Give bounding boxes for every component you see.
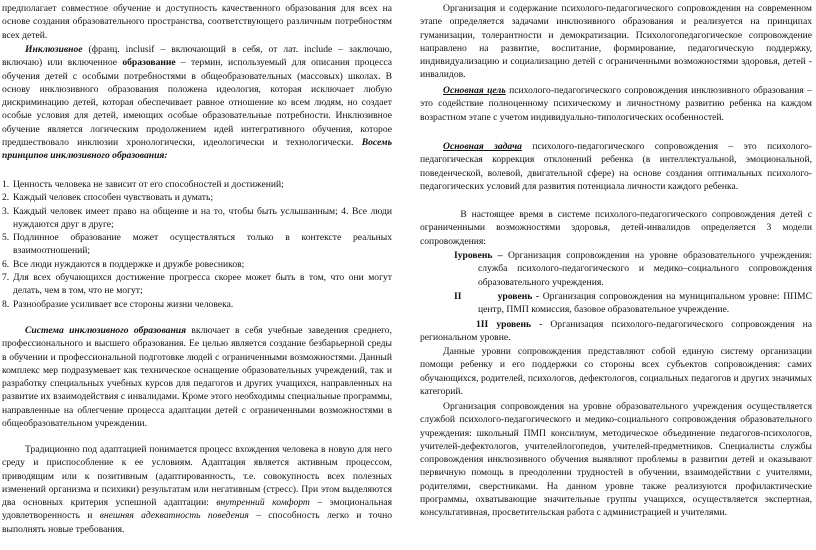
right-paragraph-goal: Основная цель психолого-педагогического сопровождения инклюзивного образования – это содействие полноценному психическому и личностному развитию ребенка на каждом возрастном этапе с учетом индивидуально-типологических особенностей. [420,85,812,123]
term-education: образование [122,57,176,69]
model-level-1: Iуровень – Организация сопровождения на уровне образовательного учреждения: служба психолого-педагогического и медико–социального сопровождения образовательного учреждения. [454,250,812,288]
model-level-2: II уровень - Организация сопровождения на муниципальном уровне: ППМС центр, ПМП комиссия, базовое образовательное учреждение. [454,291,812,316]
principles-list [2,178,392,311]
right-paragraph-unity: Данные уровни сопровождения представляют собой единую систему организации помощи ребенку и его поддержки со стороны всех субъектов сопровождения: самих обучающихся, родителей, психологов, дефектологов, социальных педагогов и других значимых категорий. [420,346,812,397]
term-inner-comfort: внутренний комфорт [216,497,310,509]
principle-item: 7. Для всех обучающихся достижение прогресса скорее может быть в том, что они могут делать, чем в том, что не могут; [2,272,392,297]
definition-text-a: (франц. inclusif – включающий в себя, от лат. include – заключаю, включаю) или включенное [2,44,392,69]
right-models-intro-block [420,208,812,248]
principle-item: 5. Подлинное образование может осуществляться только в контексте реальных взаимоотношений; [2,232,392,257]
term-inclusive: Инклюзивное [25,44,83,55]
left-intro-block [2,2,392,42]
principle-item: 6. Все люди нуждаются в поддержке и дружбе ровесников; [2,258,245,270]
principles-list-block [2,178,392,311]
right-goal-block [420,84,812,124]
principles-heading: Восемь принципов инклюзивного образования: [2,137,392,162]
model-level-1-label: Iуровень – [454,250,503,261]
right-paragraph-organization: Организация сопровождения на уровне образовательного учреждения осуществляется службой психолого-педагогического и медико-социального сопровождения образовательного учреждения: школьный ПМП консилиум, методическое объединение педагогов-психологов, учителей-дефектологов, учителейлогопедов, учителей-предметников. Специалисты службы сопровождения инклюзивного обучения выявляют проблемы в развитии детей и оказывают первичную помощь в преодолении трудностей в обучении, взаимодействии с учителями, родителями, сверстниками. На данном уровне также реализуются профилактические программы, охватывающие значительные группы учащихся, осуществляется экспертная, консультативная, просветительская работа с администрацией и учителями. [420,401,812,519]
principle-item: 2. Каждый человек способен чувствовать и думать; [2,192,214,204]
principle-item: 1. Ценность человека не зависит от его способностей и достижений; [2,179,284,190]
left-definition-block [2,43,392,163]
left-system-block [2,324,392,430]
model-level-3-label: 1II уровень - [476,319,543,330]
term-main-task: Основная задача [443,141,522,152]
principle-item: 3. Каждый человек имеет право на общение и на то, чтобы быть услышанным; 4. Все люди нуждаются друг в друге; [2,205,392,230]
right-paragraph-intro: Организация и содержание психолого-педагогического сопровождения на современном этапе определяется задачами инклюзивного образования и реализуется на принципах гуманизации, толерантности и демократизации. Психологопедагогическое сопровождение направлено на развитие, воспитание, формирование, педагогическую поддержку, индивидуализацию и социализацию детей с ограниченными возможностями здоровья, детей - инвалидов. [420,3,812,81]
right-intro-block [420,2,812,82]
term-main-goal: Основная цель [443,85,506,96]
model-level-3: 1II уровень - Организация психолого-педагогического сопровождения на региональном уровне. [420,319,812,344]
left-adaptation-block [2,443,392,536]
left-paragraph-system: Система инклюзивного образования включает в себя учебные заведения среднего, профессионального и высшего образования. Ее целью является создание безбарьерной среды в обучении и профессиональной подготовке людей с ограниченными возможностями. Данный комплекс мер подразумевает как техническое оснащение образовательных учреждений, так и разработку специальных учебных курсов для педагогов и других учащихся, направленных на развитие их взаимодействия с инвалидами. Кроме этого необходимы специальные программы, направленные на облегчение процесса адаптации детей с ограниченными возможностями в общеобразовательном учреждении. [2,325,392,430]
principle-item: 8. Разнообразие усиливает все стороны жизни человека. [2,298,234,310]
model-level-2-label: II уровень - [454,291,540,302]
term-system: Система инклюзивного образования [25,325,187,336]
right-paragraph-task: Основная задача психолого-педагогического сопровождения – это психолого-педагогическая коррекция отклонений ребенка (в интеллектуальной, эмоциональной, поведенческой, волевой, двигательной сфере) на основе создания оптимальных психолого-педагогических условий для развития потенциала личности каждого ребенка. [420,141,812,192]
right-organization-block [420,400,812,520]
definition-text-b: – термин, используемый для описания процесса обучения детей с особыми потребностями в общеобразовательных (массовых) школах. В основу инклюзивного образования положена идеология, которая исключает любую дискриминацию детей, которая обеспечивает равное отношение ко всем людям, но создает особые условия для детей, имеющих особые образовательные потребности. Инклюзивное обучение является логическим продолжением идей интегративного обучения, которое предшествовало инклюзии хронологически, идеологически и технологически. [2,57,392,149]
right-paragraph-models-intro: В настоящее время в системе психолого-педагогического сопровождения детей с ограниченными возможностями здоровья, детей-инвалидов определяется 3 модели сопровождения: [420,209,812,247]
left-paragraph-intro: предполагает совместное обучение и доступность качественного образования для всех на основе создания образовательного пространства, соответствующего различным потребностям всех детей. [2,3,392,41]
term-outer-adequacy: внешняя адекватность поведения [99,510,249,522]
right-task-block [420,140,812,193]
left-paragraph-definition [2,43,392,163]
left-paragraph-adaptation: Традиционно под адаптацией понимается процесс вхождения человека в новую для него среду и приспособление к ее условиям. Адаптация является активным процессом, приводящим или к позитивным (адаптированность, т.е. совокупность всех полезных изменений организма и психики) результатам или негативным (стресс). При этом выделяются два основных критерия успешной адаптации: внутренний комфорт – эмоциональная удовлетворенность и внешняя адекватность поведения – способность легко и точно выполнять новые требования. [2,444,393,535]
right-unity-block [420,345,812,398]
